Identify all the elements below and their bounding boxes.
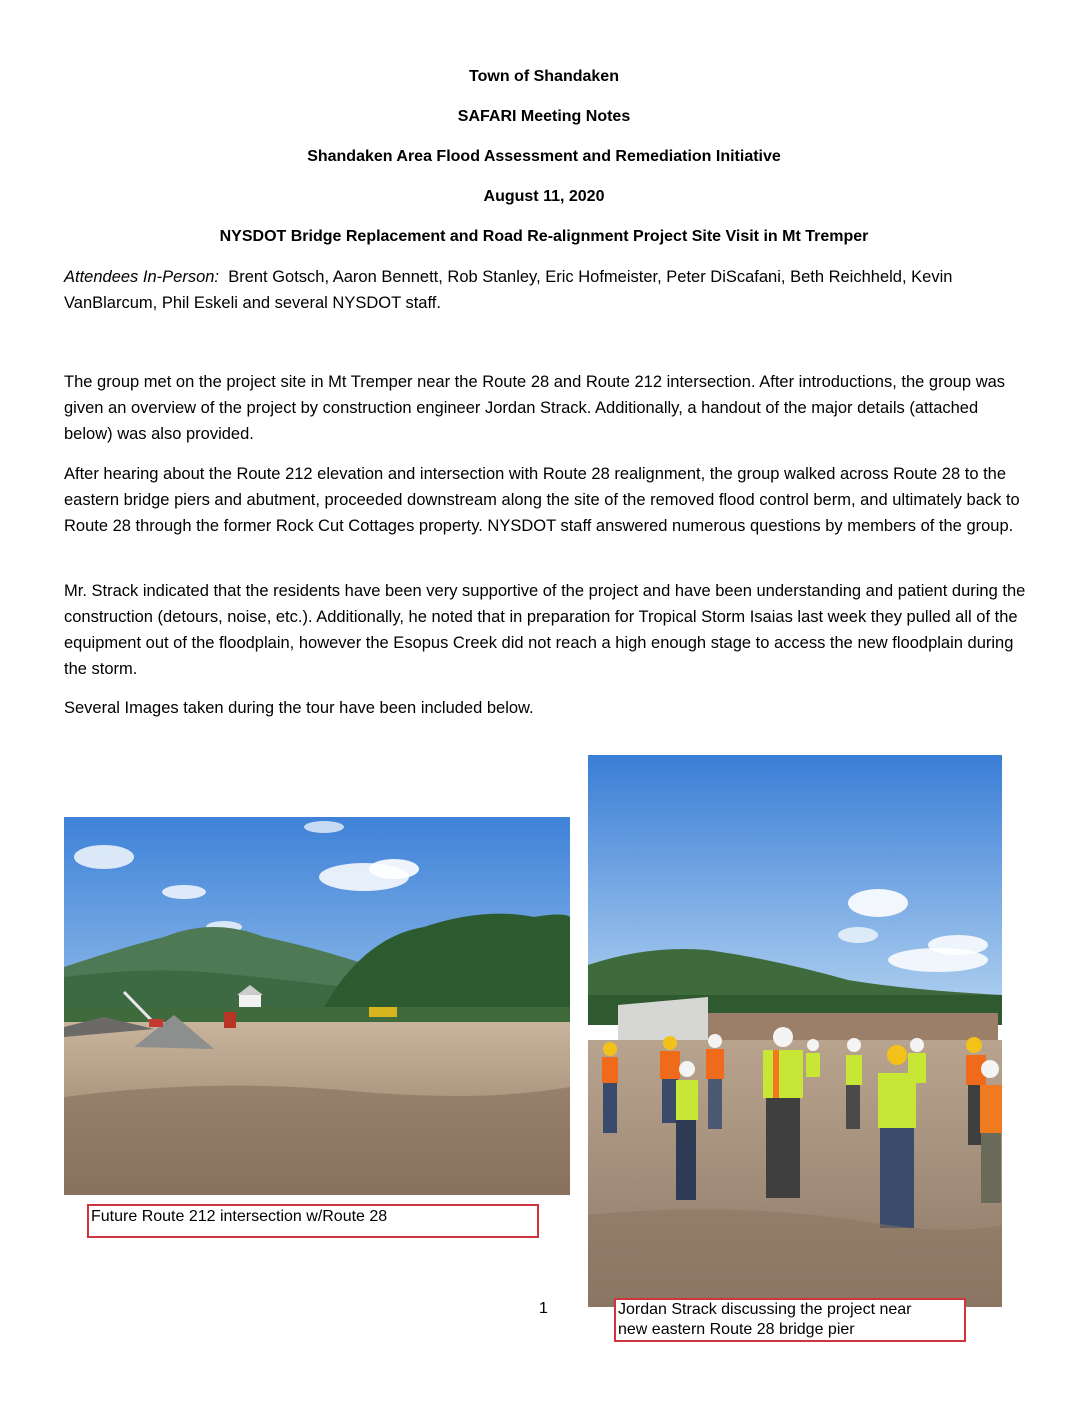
initiative-title: Shandaken Area Flood Assessment and Remediation Initiative [307,148,781,165]
notes-title: SAFARI Meeting Notes [457,108,631,125]
body-paragraph-2: After hearing about the Route 212 elevation and intersection with Route 28 realignment, the group walked across Route 28 to the eastern bridge piers and abutment, proceeded downstream along the site of the removed flood control berm, and ultimately back to Route 28 through the former Rock Cut Cottages property. NYSDOT staff answered numerous questions by members of the group. [64,465,1020,535]
site-photo-bridge-pier [588,755,1002,1307]
project-title: NYSDOT Bridge Replacement and Road Re-alignment Project Site Visit in Mt Tremper [219,228,869,245]
body-paragraph-3: Mr. Strack indicated that the residents have been very supportive of the project and have been understanding and patient during the construction (detours, noise, etc.). Additionally, he noted that in preparation for Tropical Storm Isaias last week they pulled all of the equipment out of the floodplain, however the Esopus Creek did not reach a high enough stage to access the new floodplain during the storm. [64,582,1026,678]
attendees-names: Brent Gotsch, Aaron Bennett, Rob Stanley, Eric Hofmeister, Peter DiScafani, Beth Reichheld, Kevin VanBlarcum, Phil Eskeli and several NYSDOT staff. [64,268,953,312]
right-photo-caption-line-2: new eastern Route 28 bridge pier [618,1321,855,1338]
right-photo-caption-line-1: Jordan Strack discussing the project near [618,1301,912,1318]
attendees-label: Attendees In-Person: [64,268,220,286]
site-photo-bridge-pier-image [588,755,1002,1307]
attendees-paragraph [64,264,1026,316]
page-number: 1 [539,1300,548,1317]
right-photo-caption [614,1298,966,1342]
meeting-date: August 11, 2020 [483,188,605,205]
site-photo-intersection [64,817,570,1195]
left-photo-caption: Future Route 212 intersection w/Route 28 [87,1204,539,1238]
body-paragraph-4: Several Images taken during the tour have been included below. [64,699,534,717]
town-title: Town of Shandaken [469,68,619,85]
body-paragraph-1: The group met on the project site in Mt Tremper near the Route 28 and Route 212 intersection. After introductions, the group was given an overview of the project by construction engineer Jordan Strack. Additionally, a handout of the major details (attached below) was also provided. [64,373,1006,443]
site-photo-intersection-image [64,817,570,1195]
